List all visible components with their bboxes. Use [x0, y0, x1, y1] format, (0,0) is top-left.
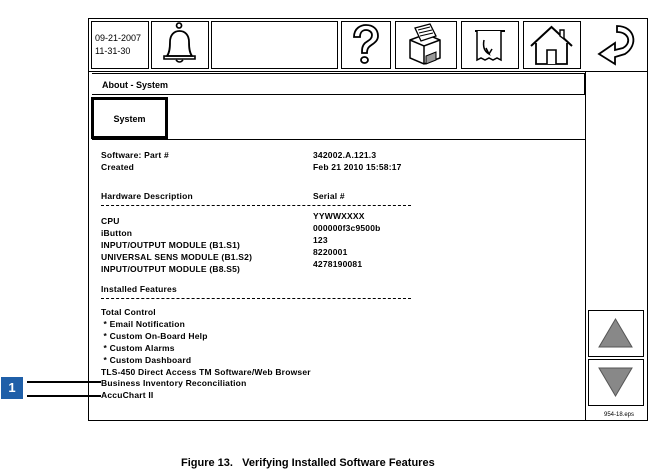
receipt-icon	[462, 22, 517, 67]
toolbar-blank-area	[211, 21, 338, 69]
back-button[interactable]	[585, 21, 648, 69]
printer-icon	[396, 22, 455, 67]
callout-badge: 1	[1, 377, 23, 399]
hardware-divider	[101, 205, 411, 206]
list-item: * Custom Dashboard	[101, 354, 192, 365]
hardware-name: INPUT/OUTPUT MODULE (B1.S1)	[101, 240, 241, 250]
hardware-serial: 8220001	[313, 247, 348, 257]
home-icon	[524, 22, 579, 67]
software-label: Software: Part #	[101, 150, 169, 160]
back-arrow-icon	[585, 21, 645, 69]
created-value: Feb 21 2010 15:58:17	[313, 162, 402, 172]
list-item: * Email Notification	[101, 318, 186, 329]
alarm-button[interactable]	[151, 21, 209, 69]
features-divider	[101, 298, 411, 299]
hardware-serial: 123	[313, 235, 328, 245]
figure-id: 954-18.eps	[604, 412, 635, 418]
tab-system[interactable]: System	[91, 97, 168, 139]
list-item: Total Control	[101, 307, 156, 317]
page-title: About - System	[92, 73, 585, 95]
installed-features-header: Installed Features	[101, 284, 177, 294]
hardware-serial: 000000f3c9500b	[313, 223, 381, 233]
print-button[interactable]	[395, 21, 457, 69]
receipt-button[interactable]	[461, 21, 519, 69]
serial-header: Serial #	[313, 191, 345, 201]
time-text: 11-31-30	[95, 46, 131, 56]
hardware-name: iButton	[101, 228, 133, 238]
created-label: Created	[101, 162, 135, 172]
hardware-serial: 4278190081	[313, 259, 363, 269]
figure-caption: Figure 13. Verifying Installed Software Features	[181, 457, 435, 469]
callout-line-upper	[27, 381, 101, 383]
callout-line-lower	[27, 395, 101, 397]
scroll-up-button[interactable]	[588, 310, 644, 357]
date-text: 09-21-2007	[95, 33, 142, 43]
hardware-name: CPU	[101, 216, 120, 226]
content-divider	[92, 139, 585, 140]
list-item: AccuChart II	[101, 390, 154, 401]
list-item: TLS-450 Direct Access TM Software/Web Browser	[101, 366, 311, 377]
table-row	[101, 247, 348, 262]
triangle-up-icon	[589, 311, 642, 355]
help-button[interactable]	[341, 21, 391, 69]
table-row	[101, 211, 365, 226]
hardware-name: UNIVERSAL SENS MODULE (B1.S2)	[101, 252, 253, 262]
home-button[interactable]	[523, 21, 581, 69]
help-icon	[342, 22, 389, 67]
bell-icon	[152, 22, 207, 67]
table-row	[101, 223, 381, 238]
table-row	[101, 235, 328, 250]
hardware-description-header: Hardware Description	[101, 191, 193, 201]
datetime-display	[91, 21, 149, 69]
list-item: Business Inventory Reconciliation	[101, 378, 247, 389]
features-list	[101, 307, 311, 402]
scroll-down-button[interactable]	[588, 359, 644, 406]
hardware-name: INPUT/OUTPUT MODULE (B8.S5)	[101, 264, 241, 274]
table-row	[101, 259, 363, 274]
hardware-serial: YYWWXXXX	[313, 211, 365, 221]
hardware-table	[101, 211, 381, 274]
triangle-down-icon	[589, 360, 642, 404]
list-item: * Custom Alarms	[101, 342, 175, 353]
list-item: * Custom On-Board Help	[101, 330, 208, 341]
software-part-number: 342002.A.121.3	[313, 150, 377, 160]
